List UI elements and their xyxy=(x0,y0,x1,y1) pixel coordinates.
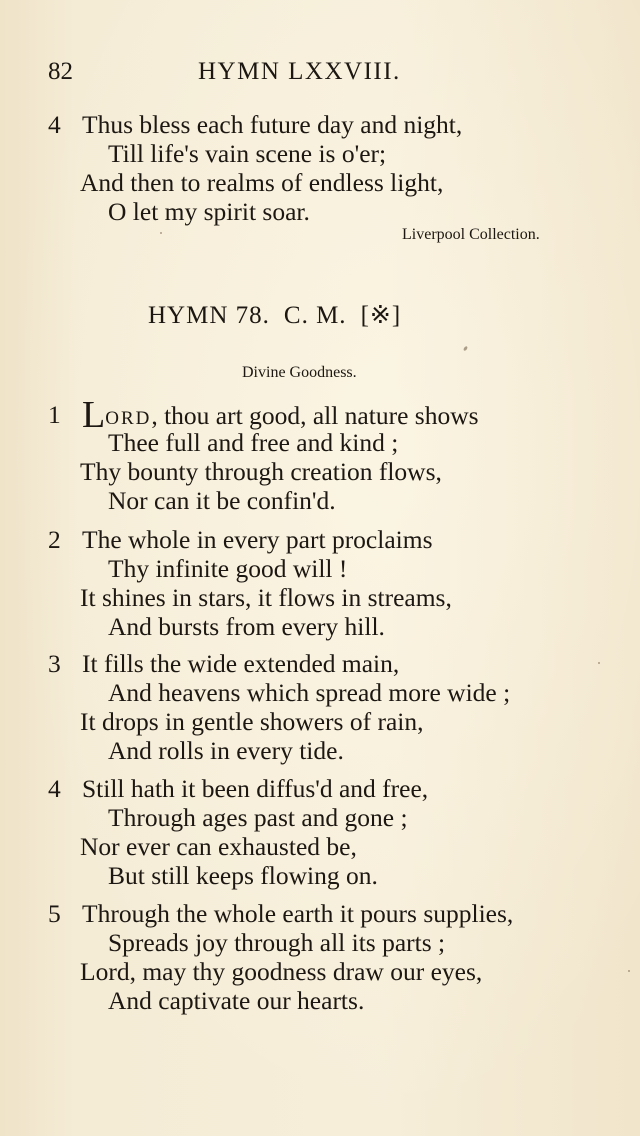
verse-line: Thee full and free and kind ; xyxy=(108,428,399,457)
paper-speck xyxy=(463,346,468,352)
verse-line: And captivate our hearts. xyxy=(108,986,365,1015)
stanza-number: 4 xyxy=(48,774,61,803)
stanza-number: 3 xyxy=(48,649,61,678)
paper-speck xyxy=(160,232,162,234)
verse-line: And then to realms of endless light, xyxy=(80,168,444,197)
hymn-meter: C. M. xyxy=(283,302,347,329)
hymn-title xyxy=(148,300,401,330)
verse-line: Nor ever can exhausted be, xyxy=(80,832,357,861)
page-number: 82 xyxy=(48,58,73,85)
verse-line: Through the whole earth it pours supplies, xyxy=(82,899,514,928)
stanza-number: 1 xyxy=(48,400,61,429)
hymn-subtitle: Divine Goodness. xyxy=(242,364,357,381)
verse-line: Thy infinite good will ! xyxy=(108,554,348,583)
verse-line: And bursts from every hill. xyxy=(108,612,385,641)
stanza-number: 5 xyxy=(48,899,61,928)
first-line-rest: , thou art good, all nature shows xyxy=(151,401,479,430)
hymn-mark: [※] xyxy=(360,302,402,329)
verse-line: It shines in stars, it flows in streams, xyxy=(80,583,452,612)
verse-line: Through ages past and gone ; xyxy=(108,803,408,832)
verse-line: Till life's vain scene is o'er; xyxy=(108,139,387,168)
stanza-number: 4 xyxy=(48,110,61,139)
drop-cap: L xyxy=(82,394,106,436)
paper-speck xyxy=(628,970,630,972)
verse-line: It drops in gentle showers of rain, xyxy=(80,707,424,736)
verse-line: It fills the wide extended main, xyxy=(82,649,400,678)
hymn-number: HYMN 78. xyxy=(148,302,270,329)
verse-line: O let my spirit soar. xyxy=(108,197,310,226)
attribution: Liverpool Collection. xyxy=(402,226,540,243)
verse-line: Still hath it been diffus'd and free, xyxy=(82,774,429,803)
verse-line: Nor can it be confin'd. xyxy=(108,486,336,515)
verse-line: And heavens which spread more wide ; xyxy=(108,678,511,707)
stanza-number: 2 xyxy=(48,525,61,554)
verse-line: The whole in every part proclaims xyxy=(82,525,433,554)
verse-line: Lord, may thy goodness draw our eyes, xyxy=(80,957,483,986)
paper-speck xyxy=(598,662,600,664)
first-word-rest: ORD xyxy=(105,408,152,429)
running-title: HYMN LXXVIII. xyxy=(198,58,401,85)
verse-line: Spreads joy through all its parts ; xyxy=(108,928,446,957)
verse-line: Thus bless each future day and night, xyxy=(82,110,463,139)
page-header xyxy=(48,58,596,98)
verse-line: And rolls in every tide. xyxy=(108,736,344,765)
verse-line: Thy bounty through creation flows, xyxy=(80,457,442,486)
verse-line: But still keeps flowing on. xyxy=(108,861,378,890)
